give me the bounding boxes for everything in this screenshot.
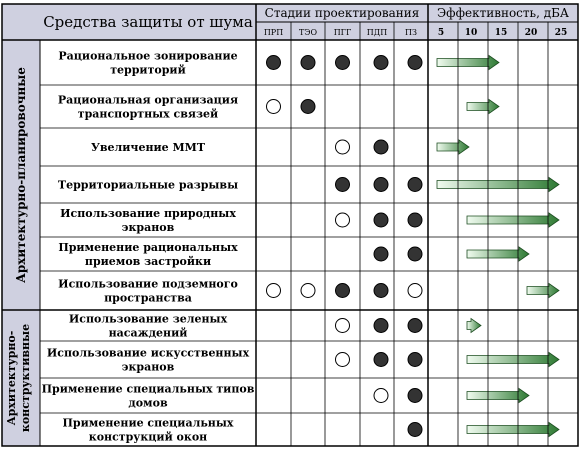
stage-mark-open: [374, 389, 388, 403]
table-row: [58, 278, 559, 305]
stage-mark-filled: [408, 353, 422, 367]
stage-mark-filled: [336, 284, 350, 298]
stage-mark-filled: [374, 213, 388, 227]
stage-mark-filled: [336, 178, 350, 192]
method-name: Применение специальных типов: [41, 382, 255, 396]
method-name: Использование подземного: [58, 277, 238, 291]
table-row: [69, 313, 481, 340]
stage-mark-open: [336, 140, 350, 154]
stage-label: ПГГ: [333, 28, 352, 37]
stage-mark-filled: [408, 247, 422, 261]
method-name: экранов: [121, 221, 175, 234]
header-eff-title: Эффективность, дБА: [437, 6, 569, 20]
table-row: [91, 140, 469, 154]
method-name: приемов застройки: [84, 255, 212, 268]
stage-mark-filled: [267, 56, 281, 70]
eff-tick-label: 10: [464, 28, 478, 38]
effectiveness-arrow: [467, 213, 559, 227]
stage-mark-open: [336, 353, 350, 367]
group-label-constructive-line1: Архитектурно-: [5, 330, 18, 426]
stage-mark-open: [408, 284, 422, 298]
table-row: [63, 417, 559, 444]
effectiveness-arrow: [467, 319, 481, 333]
method-name: транспортных связей: [77, 107, 219, 121]
effectiveness-arrow: [437, 178, 559, 192]
stage-mark-open: [267, 100, 281, 114]
stage-mark-filled: [301, 100, 315, 114]
table-border: [2, 4, 578, 446]
group-label-planning: Архитектурно-планировочные: [14, 67, 28, 283]
table-row: [60, 207, 559, 234]
table-row: [58, 94, 499, 121]
method-name: экранов: [121, 360, 175, 374]
effectiveness-arrow: [467, 423, 559, 437]
effectiveness-arrow: [467, 100, 499, 114]
effectiveness-arrow: [467, 353, 559, 367]
stage-mark-filled: [374, 319, 388, 333]
stage-mark-filled: [408, 56, 422, 70]
method-name: Использование природных: [60, 207, 236, 220]
stage-mark-open: [267, 284, 281, 298]
eff-tick-label: 20: [524, 28, 538, 38]
method-name: Использование искусственных: [46, 346, 250, 360]
stage-mark-open: [336, 213, 350, 227]
stage-label: ПЗ: [405, 28, 417, 37]
method-name: насаждений: [108, 326, 188, 340]
method-name: территорий: [110, 63, 186, 77]
method-name: пространства: [104, 291, 192, 305]
effectiveness-arrow: [437, 140, 469, 154]
group-label-constructive-line2: конструктивные: [19, 323, 32, 433]
stage-mark-filled: [408, 178, 422, 192]
method-name: Территориальные разрывы: [57, 178, 239, 192]
method-name: Применение специальных: [62, 416, 234, 430]
eff-tick-label: 25: [554, 28, 568, 38]
stage-label: ПРП: [263, 28, 284, 37]
stage-mark-filled: [408, 213, 422, 227]
stage-mark-filled: [374, 178, 388, 192]
table-row: [42, 383, 529, 410]
method-name: домов: [128, 396, 168, 410]
stage-mark-filled: [374, 353, 388, 367]
stage-mark-filled: [408, 423, 422, 437]
stage-mark-filled: [374, 140, 388, 154]
method-name: Увеличение ММТ: [90, 141, 206, 154]
effectiveness-arrow: [437, 56, 499, 70]
method-name: Рациональная организация: [57, 93, 239, 107]
header-title: Средства защиты от шума: [43, 13, 253, 31]
method-name: Рациональное зонирование: [58, 49, 238, 63]
table-row: [58, 178, 559, 192]
stage-mark-filled: [374, 247, 388, 261]
method-name: Применение рациональных: [58, 241, 238, 254]
stage-mark-filled: [336, 56, 350, 70]
stage-mark-filled: [374, 56, 388, 70]
stage-mark-filled: [301, 56, 315, 70]
eff-tick-label: 5: [437, 28, 445, 38]
method-name: конструкций окон: [88, 430, 208, 444]
header-stages-title: Стадии проектирования: [264, 6, 420, 20]
stage-mark-filled: [408, 389, 422, 403]
stage-mark-filled: [408, 319, 422, 333]
stage-mark-open: [336, 319, 350, 333]
stage-mark-open: [301, 284, 315, 298]
effectiveness-arrow: [527, 284, 559, 298]
stage-label: ПДП: [366, 28, 388, 37]
table-row: [58, 50, 499, 77]
stage-mark-filled: [374, 284, 388, 298]
stage-label: ТЭО: [298, 28, 318, 37]
eff-tick-label: 15: [494, 28, 508, 38]
effectiveness-arrow: [467, 389, 529, 403]
table-row: [47, 347, 559, 374]
effectiveness-arrow: [467, 247, 529, 261]
method-name: Использование зеленых: [68, 312, 228, 326]
